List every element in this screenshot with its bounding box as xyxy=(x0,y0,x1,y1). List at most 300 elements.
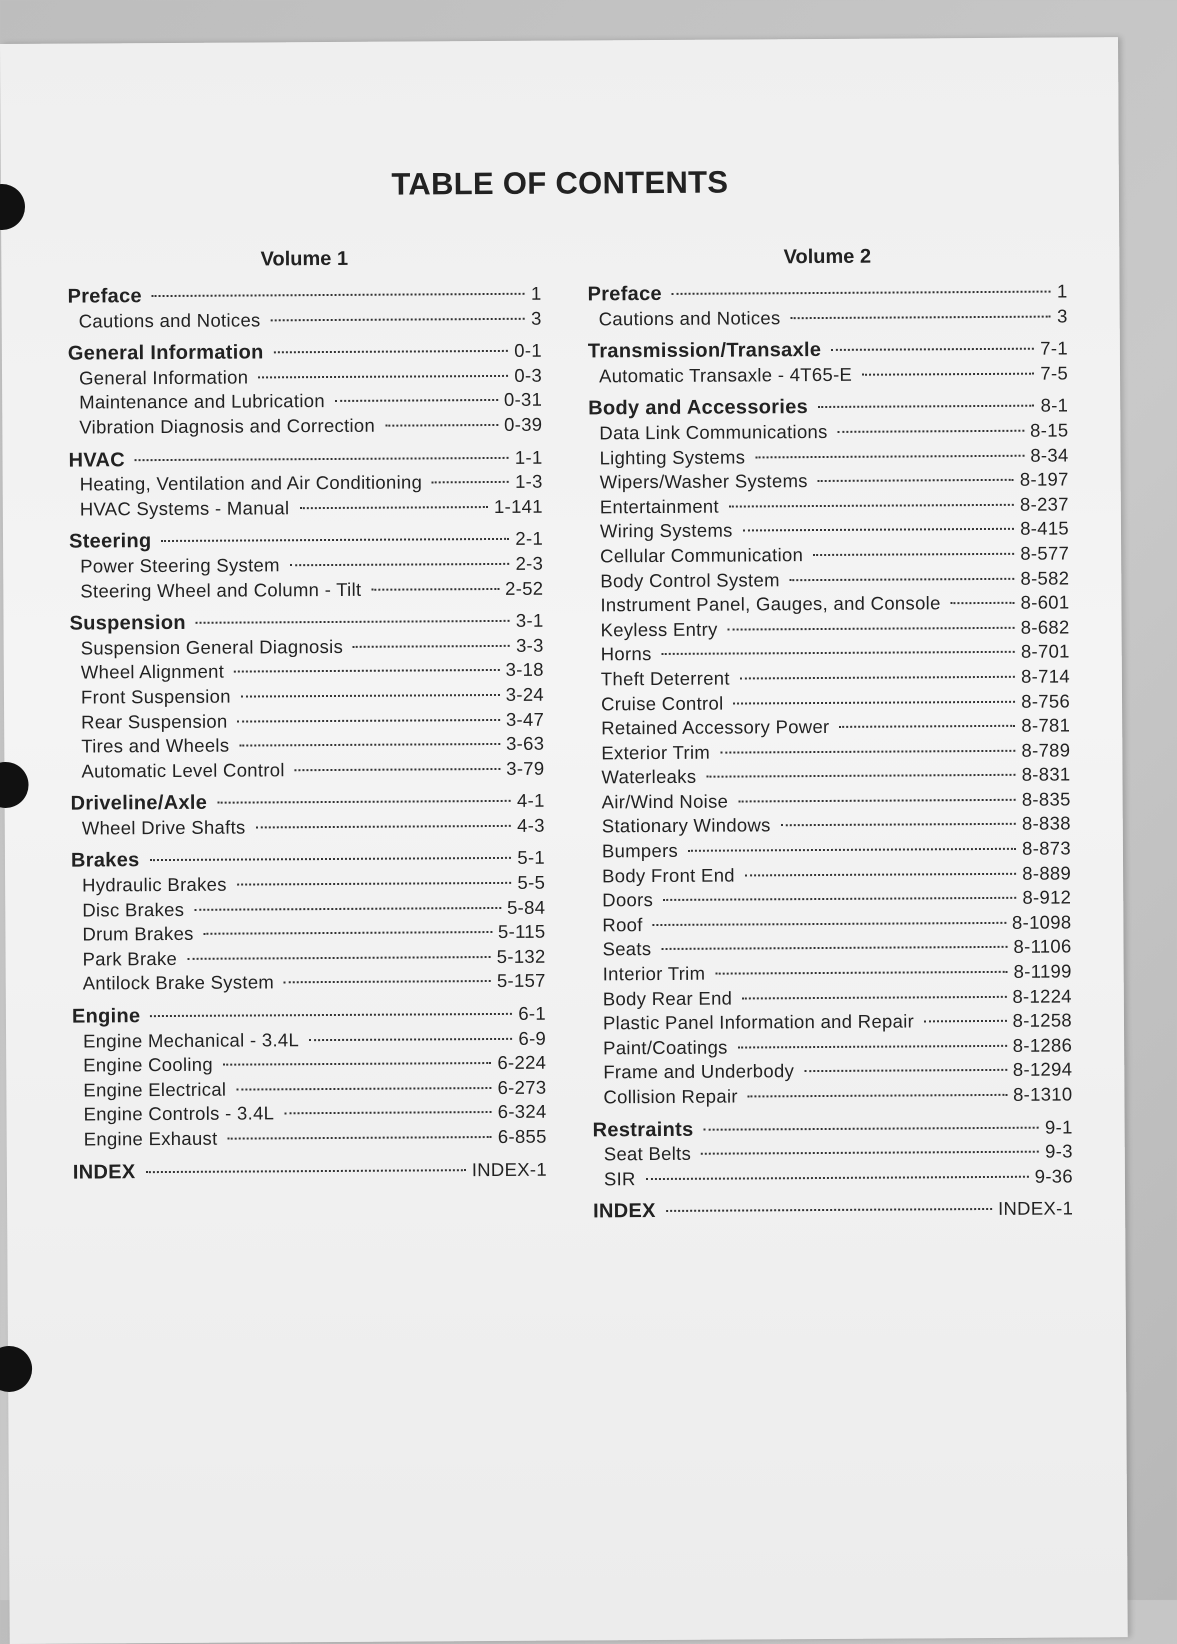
toc-entry xyxy=(590,640,1070,668)
entry-label: Engine Exhaust xyxy=(83,1127,218,1150)
toc-section xyxy=(587,279,1067,331)
page-number: 8-831 xyxy=(1021,763,1071,786)
toc-section xyxy=(67,282,541,334)
entry-label: Cellular Communication xyxy=(600,544,804,567)
entry-label: Hydraulic Brakes xyxy=(82,873,227,896)
toc-entry xyxy=(593,1164,1073,1192)
volume-heading: Volume 2 xyxy=(783,245,872,269)
dot-leader xyxy=(839,725,1015,728)
dot-leader xyxy=(217,800,511,804)
dot-leader xyxy=(733,700,1015,704)
page-number: 0-1 xyxy=(514,339,542,362)
toc-entry xyxy=(589,541,1069,569)
toc-entry xyxy=(72,945,546,972)
toc-entry xyxy=(592,1033,1072,1061)
page-number: 8-912 xyxy=(1022,886,1072,909)
page-number: 6-273 xyxy=(497,1076,547,1098)
page-number: 3-18 xyxy=(505,659,544,681)
dot-leader xyxy=(951,602,1015,604)
toc-section-heading xyxy=(72,1002,546,1029)
entry-label: Antilock Brake System xyxy=(82,971,275,994)
page-number: 8-577 xyxy=(1020,542,1070,564)
toc-entry xyxy=(70,658,544,685)
dot-leader xyxy=(688,848,1016,852)
page-number: 3-24 xyxy=(505,683,545,705)
entry-label: Steering Wheel and Column - Tilt xyxy=(80,578,362,602)
dot-leader xyxy=(646,1176,1029,1180)
page-number: 8-1199 xyxy=(1013,960,1072,982)
entry-label: Waterleaks xyxy=(601,766,697,788)
page-number: 1 xyxy=(530,282,542,304)
toc-entry xyxy=(591,837,1071,865)
volume-heading: Volume 1 xyxy=(260,247,349,271)
entry-label: Automatic Level Control xyxy=(81,758,285,782)
dot-leader xyxy=(271,317,526,321)
toc-entry xyxy=(590,763,1070,791)
page-number: 3-1 xyxy=(515,609,544,631)
toc-section xyxy=(588,394,1072,1110)
toc-section-heading xyxy=(588,337,1068,365)
page-number: 4-3 xyxy=(517,814,545,836)
dot-leader xyxy=(135,456,509,460)
page-number: 6-855 xyxy=(497,1125,547,1147)
entry-label: Maintenance and Lubrication xyxy=(79,390,325,413)
dot-leader xyxy=(818,405,1035,408)
entry-label: Roof xyxy=(602,913,643,936)
toc-section xyxy=(72,1002,547,1152)
dot-leader xyxy=(161,538,509,542)
page-number: 8-1310 xyxy=(1012,1083,1073,1105)
entry-label: Cruise Control xyxy=(600,692,724,714)
toc-section xyxy=(69,609,544,784)
binder-hole xyxy=(0,1346,32,1392)
entry-label: Wipers/Washer Systems xyxy=(599,470,808,493)
toc-entry xyxy=(591,935,1071,963)
page-number: INDEX-1 xyxy=(471,1158,547,1180)
page-number: 8-889 xyxy=(1022,862,1072,884)
toc-entry xyxy=(73,1125,547,1152)
dot-leader xyxy=(653,922,1006,926)
toc-entry xyxy=(70,707,544,734)
dot-leader xyxy=(728,627,1015,631)
volume-2-column xyxy=(587,243,1073,1232)
page-number: 0-39 xyxy=(504,413,543,435)
page-number: 0-31 xyxy=(503,389,543,411)
page-number: 8-15 xyxy=(1030,419,1069,441)
entry-label: Instrument Panel, Gauges, and Console xyxy=(600,592,941,616)
dot-leader xyxy=(335,399,498,402)
entry-label: Horns xyxy=(600,643,652,665)
entry-label: Data Link Communications xyxy=(599,420,828,444)
page-number: 1-1 xyxy=(514,446,543,468)
toc-entry xyxy=(589,492,1069,520)
toc-section-heading xyxy=(587,279,1067,307)
dot-leader xyxy=(152,293,525,297)
toc-entry xyxy=(588,304,1068,332)
entry-label: Cautions and Notices xyxy=(598,306,781,329)
toc-entry xyxy=(590,664,1070,692)
dot-leader xyxy=(234,669,499,673)
toc-entry xyxy=(589,591,1069,619)
entry-label: INDEX xyxy=(72,1160,136,1184)
toc-section-heading xyxy=(71,789,545,816)
page-number: 8-838 xyxy=(1021,812,1071,835)
entry-label: Lighting Systems xyxy=(599,446,746,468)
toc-section-heading xyxy=(68,445,542,472)
dot-leader xyxy=(831,348,1034,351)
page-number: 6-9 xyxy=(518,1027,547,1049)
dot-leader xyxy=(791,315,1052,319)
page-number: 8-1258 xyxy=(1012,1009,1073,1032)
entry-label: Seats xyxy=(602,938,652,960)
toc-section xyxy=(71,846,546,996)
page-number: 3-63 xyxy=(505,732,545,755)
entry-label: Front Suspension xyxy=(80,685,231,708)
toc-section-heading xyxy=(73,1157,547,1184)
entry-label: Brakes xyxy=(70,849,140,873)
dot-leader xyxy=(661,946,1007,950)
toc-entry xyxy=(589,468,1069,496)
dot-leader xyxy=(371,587,499,590)
dot-leader xyxy=(666,1208,992,1212)
toc-entry xyxy=(590,714,1070,742)
toc-entry xyxy=(592,960,1072,988)
toc-section-heading xyxy=(68,339,542,366)
page-number: 1-141 xyxy=(493,495,543,517)
toc-entry xyxy=(71,920,545,947)
entry-label: Restraints xyxy=(592,1118,694,1141)
dot-leader xyxy=(309,1038,512,1041)
toc-entry xyxy=(591,886,1071,914)
entry-label: Suspension xyxy=(69,612,186,635)
dot-leader xyxy=(237,882,512,886)
page-number: 8-237 xyxy=(1019,493,1069,515)
entry-label: Automatic Transaxle - 4T65-E xyxy=(598,363,853,387)
dot-leader xyxy=(742,995,1006,999)
entry-label: Preface xyxy=(587,282,662,306)
dot-leader xyxy=(284,980,491,983)
page-number: 3 xyxy=(531,307,542,329)
entry-label: Heating, Ventilation and Air Conditioning xyxy=(79,471,423,495)
entry-label: HVAC xyxy=(68,448,126,472)
toc-section xyxy=(593,1197,1073,1225)
entry-label: Engine Controls - 3.4L xyxy=(83,1102,275,1125)
toc-section xyxy=(71,789,545,841)
entry-label: Wheel Alignment xyxy=(80,660,225,683)
page-number: 8-1106 xyxy=(1013,935,1072,958)
toc-entry xyxy=(72,1051,546,1078)
entry-label: Interior Trim xyxy=(602,962,706,985)
entry-label: Steering xyxy=(68,530,152,553)
entry-label: Engine xyxy=(71,1005,141,1028)
page-number: 8-1286 xyxy=(1012,1034,1073,1056)
toc-entry xyxy=(588,418,1068,446)
dot-leader xyxy=(745,872,1016,876)
dot-leader xyxy=(743,528,1014,532)
entry-label: Stationary Windows xyxy=(601,814,771,837)
entry-label: Air/Wind Noise xyxy=(601,790,729,813)
dot-leader xyxy=(818,479,1014,482)
entry-label: Theft Deterrent xyxy=(600,667,730,690)
dot-leader xyxy=(204,931,492,935)
entry-label: Drum Brakes xyxy=(82,923,194,945)
page-number: 5-115 xyxy=(497,920,546,943)
toc-entry xyxy=(593,1140,1073,1168)
entry-label: Collision Repair xyxy=(603,1085,738,1108)
toc-entry xyxy=(69,576,543,603)
toc-entry xyxy=(589,517,1069,545)
entry-label: Body Front End xyxy=(602,864,735,886)
entry-label: Retained Accessory Power xyxy=(601,716,830,739)
toc-section xyxy=(73,1157,547,1184)
toc-entry xyxy=(590,738,1070,766)
toc-entry xyxy=(588,361,1068,389)
toc-entry xyxy=(590,689,1070,717)
dot-leader xyxy=(720,749,1015,753)
page-title: TABLE OF CONTENTS xyxy=(391,164,729,202)
entry-label: General Information xyxy=(78,366,249,389)
page-number: 9-1 xyxy=(1044,1116,1073,1138)
toc-section-heading xyxy=(67,282,541,309)
page-number: 8-601 xyxy=(1020,591,1070,613)
dot-leader xyxy=(146,1169,466,1173)
page-number: 7-1 xyxy=(1040,337,1068,359)
binder-hole xyxy=(0,762,29,808)
dot-leader xyxy=(223,1062,491,1066)
entry-label: Body Rear End xyxy=(602,987,733,1009)
toc-entry xyxy=(69,470,543,497)
dot-leader xyxy=(299,506,488,509)
page-number: 8-835 xyxy=(1021,788,1071,810)
toc-entry xyxy=(591,861,1071,889)
dot-leader xyxy=(290,563,510,566)
entry-label: Vibration Diagnosis and Correction xyxy=(79,414,376,438)
toc-entry xyxy=(592,1058,1072,1086)
toc-entry xyxy=(69,552,543,579)
entry-label: Keyless Entry xyxy=(600,618,718,641)
entry-label: Park Brake xyxy=(82,947,178,970)
page-number: 8-789 xyxy=(1021,739,1071,761)
dot-leader xyxy=(353,645,510,648)
page-number: 3-47 xyxy=(505,708,545,730)
toc-entry xyxy=(72,1026,546,1053)
entry-label: Bumpers xyxy=(601,839,679,862)
toc-section xyxy=(588,337,1068,389)
dot-leader xyxy=(256,825,512,829)
dot-leader xyxy=(150,857,512,861)
dot-leader xyxy=(295,768,500,771)
dot-leader xyxy=(781,823,1016,826)
toc-section-heading xyxy=(69,527,543,554)
dot-leader xyxy=(748,1094,1007,1098)
entry-label: Doors xyxy=(602,889,654,911)
toc-entry xyxy=(591,812,1071,840)
page-number: 9-3 xyxy=(1045,1140,1073,1162)
page-number: 6-324 xyxy=(497,1101,547,1123)
dot-leader xyxy=(755,454,1024,458)
toc-entry xyxy=(71,871,545,898)
dot-leader xyxy=(838,430,1024,433)
page-number: 8-873 xyxy=(1022,837,1071,859)
toc-entry xyxy=(592,1009,1072,1037)
page-number: 6-224 xyxy=(497,1051,547,1074)
dot-leader xyxy=(194,907,501,911)
page-number: 8-415 xyxy=(1020,517,1070,540)
toc-entry xyxy=(68,363,542,390)
dot-leader xyxy=(703,1126,1039,1130)
entry-label: HVAC Systems - Manual xyxy=(79,496,290,520)
toc-entry xyxy=(590,615,1070,643)
entry-label: Entertainment xyxy=(599,495,719,518)
dot-leader xyxy=(385,424,498,427)
entry-label: Disc Brakes xyxy=(82,898,185,921)
toc-section-heading xyxy=(69,609,543,636)
page-number: 2-3 xyxy=(515,552,544,574)
page-number: 8-756 xyxy=(1021,689,1071,712)
entry-label: Rear Suspension xyxy=(81,710,228,733)
toc-entry xyxy=(69,494,543,521)
dot-leader xyxy=(238,718,500,722)
dot-leader xyxy=(663,897,1016,901)
document-page xyxy=(0,37,1128,1644)
toc-section-heading xyxy=(593,1115,1073,1143)
toc-entry xyxy=(68,306,542,333)
dot-leader xyxy=(239,743,500,747)
dot-leader xyxy=(150,1013,512,1017)
dot-leader xyxy=(924,1020,1007,1023)
toc-section xyxy=(593,1115,1073,1192)
page-number: 8-701 xyxy=(1020,640,1070,663)
entry-label: Exterior Trim xyxy=(601,741,711,764)
entry-label: Wheel Drive Shafts xyxy=(81,816,246,839)
page-number: 8-197 xyxy=(1019,468,1069,490)
entry-label: Frame and Underbody xyxy=(603,1060,795,1083)
dot-leader xyxy=(672,291,1051,295)
toc-entry xyxy=(71,814,545,841)
page-number: 8-34 xyxy=(1030,444,1069,466)
toc-entry xyxy=(68,388,542,415)
page-number: 2-52 xyxy=(505,577,544,599)
entry-label: Tires and Wheels xyxy=(81,734,230,757)
page-number: 5-1 xyxy=(517,847,546,869)
toc-entry xyxy=(72,969,546,996)
entry-label: Engine Electrical xyxy=(83,1078,227,1101)
dot-leader xyxy=(662,651,1015,655)
page-number: 6-1 xyxy=(518,1002,546,1024)
toc-section xyxy=(68,445,542,522)
page-number: 2-1 xyxy=(515,528,544,550)
toc-entry xyxy=(588,443,1068,471)
page-number: 8-582 xyxy=(1020,567,1070,589)
page-number: 7-5 xyxy=(1040,362,1069,384)
dot-leader xyxy=(196,620,510,624)
entry-label: Engine Cooling xyxy=(83,1053,213,1076)
entry-label: SIR xyxy=(603,1167,636,1190)
page-number: 5-5 xyxy=(517,871,546,893)
toc-section-heading xyxy=(71,846,545,873)
dot-leader xyxy=(236,1087,491,1091)
page-number: 8-1294 xyxy=(1012,1058,1073,1081)
dot-leader xyxy=(729,504,1014,508)
toc-entry xyxy=(70,756,544,783)
page-number: 1 xyxy=(1056,280,1068,302)
toc-section xyxy=(68,339,543,440)
entry-label: Seat Belts xyxy=(603,1142,692,1165)
dot-leader xyxy=(706,774,1015,778)
toc-section xyxy=(69,527,543,604)
page-number: 3-79 xyxy=(506,757,545,779)
page-number: 4-1 xyxy=(516,789,545,812)
dot-leader xyxy=(790,577,1015,580)
page-number: 8-781 xyxy=(1021,714,1071,736)
dot-leader xyxy=(715,971,1007,975)
entry-label: Paint/Coatings xyxy=(603,1036,728,1059)
entry-label: Preface xyxy=(67,285,143,308)
entry-label: Wiring Systems xyxy=(599,519,733,542)
entry-label: Body and Accessories xyxy=(588,396,809,420)
toc-entry xyxy=(591,787,1071,815)
dot-leader xyxy=(274,350,509,353)
toc-entry xyxy=(589,566,1069,594)
toc-entry xyxy=(70,633,544,660)
toc-entry xyxy=(70,732,544,759)
toc-entry xyxy=(68,413,542,440)
entry-label: Suspension General Diagnosis xyxy=(80,635,344,659)
toc-entry xyxy=(70,683,544,710)
dot-leader xyxy=(284,1111,491,1114)
dot-leader xyxy=(813,553,1014,556)
entry-label: Body Control System xyxy=(600,568,780,591)
entry-label: Engine Mechanical - 3.4L xyxy=(83,1028,300,1052)
page-number: 8-1098 xyxy=(1011,911,1072,933)
dot-leader xyxy=(241,694,500,698)
page-number: 9-36 xyxy=(1034,1165,1073,1187)
entry-label: Driveline/Axle xyxy=(70,792,208,815)
page-number: 5-132 xyxy=(496,945,546,967)
dot-leader xyxy=(701,1151,1039,1155)
dot-leader xyxy=(227,1136,491,1140)
page-number: 8-1224 xyxy=(1012,985,1072,1007)
page-number: 0-3 xyxy=(514,364,543,386)
toc-entry xyxy=(591,910,1071,938)
dot-leader xyxy=(740,676,1015,680)
page-number: 3 xyxy=(1057,305,1068,327)
dot-leader xyxy=(432,481,509,483)
entry-label: General Information xyxy=(67,341,264,365)
toc-section-heading xyxy=(593,1197,1073,1225)
toc-entry xyxy=(72,1100,546,1127)
page-number: 5-84 xyxy=(506,896,546,918)
entry-label: Transmission/Transaxle xyxy=(587,339,822,363)
dot-leader xyxy=(738,1045,1007,1049)
page-number: INDEX-1 xyxy=(997,1197,1074,1220)
entry-label: Power Steering System xyxy=(80,554,280,577)
toc-section-heading xyxy=(588,394,1068,422)
page-number: 8-682 xyxy=(1020,616,1070,638)
entry-label: INDEX xyxy=(593,1200,656,1223)
dot-leader xyxy=(187,956,491,960)
page-number: 8-1 xyxy=(1040,394,1069,417)
dot-leader xyxy=(804,1069,1007,1072)
entry-label: Cautions and Notices xyxy=(78,309,261,332)
toc-entry xyxy=(592,1082,1072,1110)
toc-entry xyxy=(592,984,1072,1012)
page-number: 5-157 xyxy=(496,970,546,992)
page-number: 8-714 xyxy=(1020,665,1070,687)
entry-label: Plastic Panel Information and Repair xyxy=(602,1010,915,1034)
page-number: 1-3 xyxy=(514,470,543,493)
dot-leader xyxy=(862,372,1034,375)
